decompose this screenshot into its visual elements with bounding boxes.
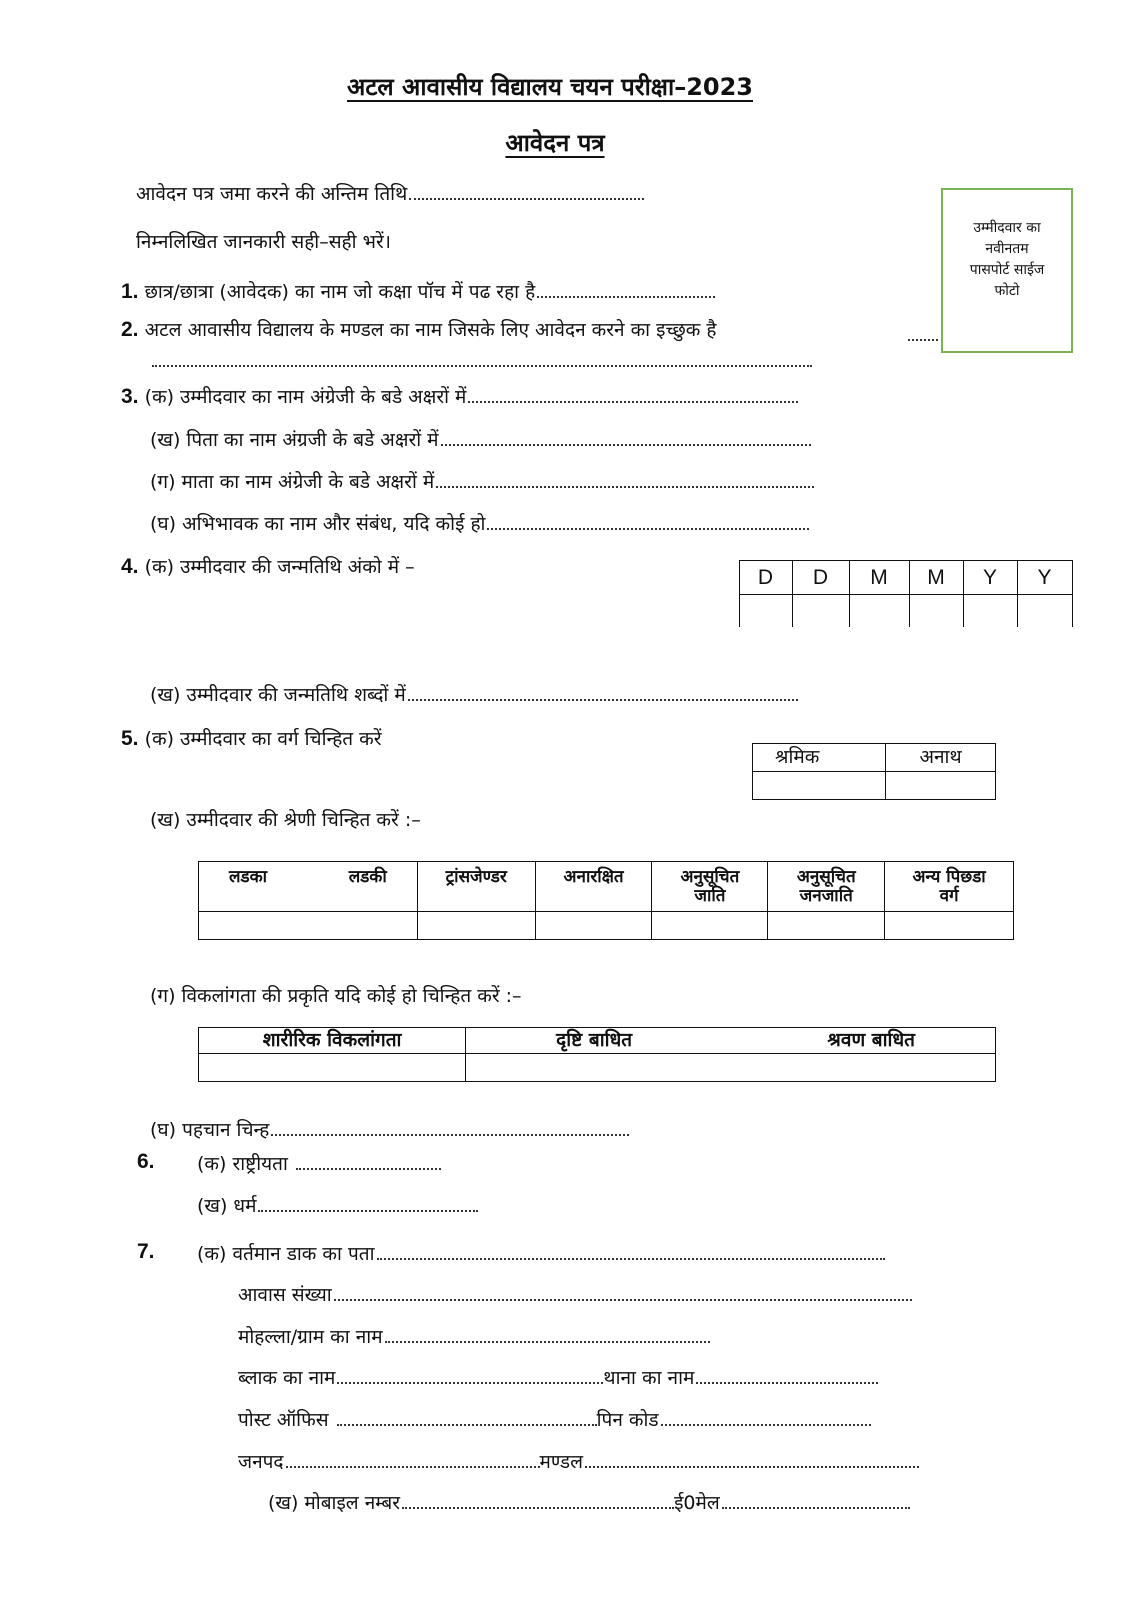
q3a-field[interactable] [468,401,798,403]
mobile-field[interactable] [402,1507,674,1509]
instruction-text: निम्नलिखित जानकारी सही–सही भरें। [136,231,391,253]
class-header-orphan: अनाथ [886,744,996,772]
category-header-boy: लडका [229,867,268,887]
q5c-label: (ग) विकलांगता की प्रकृति यदि कोई हो चिन्हित करें :– [150,985,522,1007]
district-label: जनपद [238,1451,284,1473]
dob-header-day: D [757,566,774,589]
deadline-line [136,182,644,206]
q5-number: 5. [121,727,139,750]
mobile-label: (ख) मोबाइल नम्बर [268,1492,401,1514]
q4a-line [121,555,415,579]
division-field[interactable] [585,1466,919,1468]
email-label: ई0मेल [674,1492,720,1514]
q2-field[interactable] [152,365,812,367]
photo-label-line: पासपोर्ट साईज [969,262,1045,278]
q4a-label: (क) उम्मीदवार की जन्मतिथि अंको में – [144,556,415,578]
post-field[interactable] [337,1424,597,1426]
st-cell[interactable] [768,912,885,940]
q6a-label: (क) राष्ट्रीयता [197,1153,288,1175]
disability-header-visual: दृष्टि बाधित [556,1029,633,1051]
category-table [198,861,1014,940]
form-subtitle: आवेदन पत्र [505,129,605,157]
q1-label: छात्र/छात्रा (आवेदक) का नाम जो कक्षा पॉच में पढ रहा है [144,281,536,303]
mobile-line [268,1491,910,1515]
category-header-transgender: ट्रांसजेण्डर [417,862,535,912]
q1-number: 1. [121,280,139,303]
q7-number [137,1240,155,1264]
sc-cell[interactable] [652,912,768,940]
district-line [238,1450,919,1474]
category-header-sc [652,862,768,912]
q6b-line [197,1194,478,1218]
category-header-obc [885,862,1014,912]
division-label: मण्डल [539,1451,583,1473]
q3c-line [150,470,814,494]
class-table [752,743,996,800]
q2-number: 2. [121,318,139,341]
dob-input-cell[interactable] [964,595,1017,627]
transgender-cell[interactable] [417,912,535,940]
q4-number: 4. [121,555,139,578]
q4b-line [150,683,798,707]
dob-header-year: Y [1037,566,1052,589]
dob-input-cell[interactable] [850,595,909,627]
post-line [238,1408,871,1432]
house-line [238,1283,912,1307]
disability-table [198,1027,996,1082]
q5d-field[interactable] [271,1134,629,1136]
photo-label-line: फोटो [994,283,1020,299]
q5d-label: (घ) पहचान चिन्ह [150,1119,270,1141]
q7-number-text: 7. [137,1240,155,1263]
pin-field[interactable] [661,1424,871,1426]
q7a-field[interactable] [377,1258,885,1260]
sensory-cell[interactable] [466,1054,996,1082]
st-line: अनुसूचित [796,867,856,887]
police-label: थाना का नाम [603,1367,695,1389]
q6a-line [197,1152,441,1176]
class-cell-labour[interactable] [753,772,886,800]
q5a-line [121,727,382,751]
q4b-label: (ख) उम्मीदवार की जन्मतिथि शब्दों में [150,684,406,706]
q3b-label: (ख) पिता का नाम अंग्रजी के बडे अक्षरों में [150,429,439,451]
sc-line: अनुसूचित [680,867,740,887]
q6b-label: (ख) धर्म [197,1195,257,1217]
q4b-field[interactable] [408,699,798,701]
disability-header-sensory [466,1028,996,1054]
deadline-field[interactable] [409,198,644,200]
q2-label: अटल आवासीय विद्यालय के मण्डल का नाम जिसके लिए आवेदन करने का इच्छुक है [144,319,717,341]
police-field[interactable] [696,1382,878,1384]
q5b-label: (ख) उम्मीदवार की श्रेणी चिन्हित करें :– [150,809,421,831]
house-label: आवास संख्या [238,1284,332,1306]
q3c-label: (ग) माता का नाम अंग्रेजी के बडे अक्षरों में [150,471,435,493]
obc-line: अन्य पिछडा [912,867,986,887]
unreserved-cell[interactable] [535,912,652,940]
photo-label-line: नवीनतम [985,241,1029,257]
q3a-label: (क) उम्मीदवार का नाम अंग्रेजी के बडे अक्षरों में [144,386,467,408]
district-field[interactable] [286,1466,540,1468]
q3c-field[interactable] [436,486,814,488]
class-cell-orphan[interactable] [886,772,996,800]
village-field[interactable] [385,1341,710,1343]
category-header-st [768,862,885,912]
q3d-field[interactable] [487,528,809,530]
obc-line: वर्ग [939,886,959,906]
gender-header [199,862,418,912]
form-title: अटल आवासीय विद्यालय चयन परीक्षा–2023 [346,73,754,101]
dob-header-month: M [870,566,888,589]
block-line [238,1366,878,1390]
obc-cell[interactable] [885,912,1014,940]
q3d-label: (घ) अभिभावक का नाम और संबंध, यदि कोई हो [150,513,486,535]
physical-cell[interactable] [199,1054,466,1082]
q2-line [121,318,717,342]
q5d-line [150,1118,629,1142]
q6b-field[interactable] [258,1210,478,1212]
q3a-line [121,385,798,409]
q5a-label: (क) उम्मीदवार का वर्ग चिन्हित करें [144,728,382,750]
q7a-line [197,1242,885,1266]
category-header-unreserved: अनारक्षित [535,862,652,912]
deadline-label: आवेदन पत्र जमा करने की अन्तिम तिथि [136,183,408,205]
q3d-line [150,512,809,536]
dob-grid [739,560,1073,627]
disability-header-hearing: श्रवण बाधित [827,1029,915,1051]
category-header-girl: लडकी [348,867,387,887]
dob-input-cell[interactable] [740,595,792,627]
dob-input-cell[interactable] [1018,595,1072,627]
dob-header-day: D [812,566,829,589]
village-label: मोहल्ला/ग्राम का नाम [238,1326,383,1348]
email-field[interactable] [722,1507,910,1509]
q3b-line [150,428,811,452]
photo-label-line: उम्मीदवार का [973,220,1041,236]
dob-input-cell[interactable] [793,595,849,627]
q2-field-end[interactable] [908,339,938,341]
q3-number: 3. [121,385,139,408]
post-label: पोस्ट ऑफिस [238,1409,329,1431]
q1-field[interactable] [537,296,715,298]
gender-cell[interactable] [199,912,418,940]
st-line: जनजाति [799,886,853,906]
sc-line: जाति [694,886,726,906]
q6a-field[interactable] [296,1168,441,1170]
photo-box[interactable] [941,188,1073,353]
dob-header-month: M [927,566,945,589]
q6-number [137,1150,155,1174]
dob-header-year: Y [982,566,997,589]
block-label: ब्लाक का नाम [238,1367,336,1389]
block-field[interactable] [337,1382,603,1384]
disability-header-physical: शारीरिक विकलांगता [199,1028,466,1054]
q7a-label: (क) वर्तमान डाक का पता [197,1243,375,1265]
pin-label: पिन कोड [596,1409,659,1431]
q6-number-text: 6. [137,1150,155,1173]
dob-input-cell[interactable] [910,595,963,627]
q1-line [121,280,715,304]
village-line [238,1325,710,1349]
q3b-field[interactable] [441,444,811,446]
house-field[interactable] [334,1299,912,1301]
class-header-labour: श्रमिक [753,744,886,772]
